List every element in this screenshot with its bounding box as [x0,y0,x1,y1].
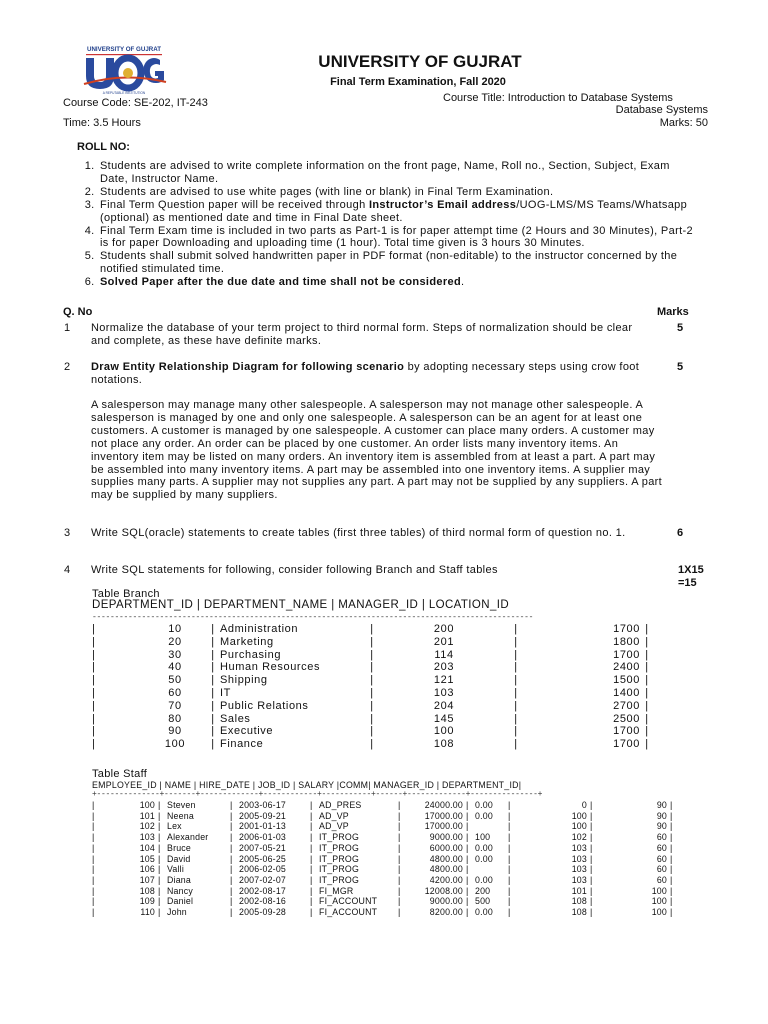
course-title: Course Title: Introduction to Database Systems [443,92,673,104]
staff-cell: AD_PRES [319,800,362,810]
question-4-marks-total: =15 [678,577,697,589]
branch-cell: 1700 [613,648,640,661]
staff-cell: FI_ACCOUNT [319,896,378,907]
question-number: 3 [64,527,71,539]
staff-cell: Nancy [167,885,193,896]
staff-cell: 108 [571,907,587,918]
staff-cell: 2002-08-17 [239,885,286,896]
staff-cell: 2005-09-21 [239,810,286,821]
branch-row: | 80 | Sales | 145 | 2500 | [92,712,649,725]
question-1-marks: 5 [677,322,684,334]
branch-cell: Sales [220,712,251,725]
staff-cell: 2005-09-28 [239,907,286,918]
branch-cell: 1700 [613,623,640,635]
staff-cell: 107 [139,874,155,885]
staff-row: | 110 | John | 2005-09-28 | FI_ACCOUNT | 8200.00 | 0.00 | 108 | 100 | [92,907,673,918]
course-code: Course Code: SE-202, IT-243 [63,97,208,109]
staff-cell: 100 [139,800,155,810]
staff-cell: David [167,853,191,864]
branch-table-header: DEPARTMENT_ID | DEPARTMENT_NAME | MANAGER_ID | LOCATION_ID [92,599,510,611]
staff-row: | 107 | Diana | 2007-02-07 | IT_PROG | 4200.00 | 0.00 | 103 | 60 | [92,874,673,885]
staff-cell: 4800.00 [429,864,463,875]
staff-cell: 90 [656,810,667,821]
branch-row: | 100 | Finance | 108 | 1700 | [92,738,649,751]
instruction-item: 4. Final Term Exam time is included in two parts as Part-1 is for paper attempt time (2 Hours and 30 Minutes), Part-2 is for paper Downloading and uploading time (1 hour). Total time given is 3 hours 30 Minutes. [98,225,698,251]
question-3-marks: 6 [677,527,684,539]
exam-time: Time: 3.5 Hours [63,117,141,129]
staff-cell: FI_ACCOUNT [319,907,378,918]
staff-cell: 2003-06-17 [239,800,286,810]
staff-cell: Lex [167,821,182,832]
branch-row: | 20 | Marketing | 201 | 1800 | [92,635,649,648]
branch-cell: 60 [168,686,182,699]
question-number: 1 [64,322,71,334]
branch-row: | 10 | Administration | 200 | 1700 | [92,623,649,635]
branch-row: | 90 | Executive | 100 | 1700 | [92,725,649,738]
staff-cell: 101 [571,885,587,896]
question-4-marks: 1X15 [678,564,704,576]
staff-cell: 500 [475,896,491,907]
staff-cell: 12008.00 [424,885,463,896]
branch-cell: 1700 [613,725,640,738]
staff-cell: 102 [571,832,587,843]
divider: +--------------+-------+-------------+------------+-----------+------+-------------+---------------+ [92,790,543,799]
staff-cell: 108 [139,885,155,896]
question-3-text: Write SQL(oracle) statements to create tables (first three tables) of third normal form of question no. 1. [91,527,626,539]
staff-cell: Alexander [167,832,209,843]
marks-header: Marks [657,306,689,318]
staff-cell: IT_PROG [319,832,360,843]
staff-cell: 9000.00 [429,832,463,843]
branch-cell: Shipping [220,674,268,687]
branch-cell: 1800 [613,635,640,648]
staff-cell: 60 [656,853,667,864]
staff-cell: 6000.00 [429,842,463,853]
staff-cell: 100 [571,821,587,832]
staff-cell: 102 [139,821,155,832]
staff-cell: 4200.00 [429,874,463,885]
roll-no-label: ROLL NO: [77,141,130,153]
branch-cell: 10 [168,623,182,635]
staff-cell: Steven [167,800,196,810]
staff-cell: Bruce [167,842,191,853]
staff-row: | 104 | Bruce | 2007-05-21 | IT_PROG | 6000.00 | 0.00 | 103 | 60 | [92,842,673,853]
branch-row: | 30 | Purchasing | 114 | 1700 | [92,648,649,661]
staff-cell: 9000.00 [429,896,463,907]
staff-cell: IT_PROG [319,864,360,875]
staff-cell: 103 [571,864,587,875]
branch-cell: 200 [433,623,455,635]
branch-row: | 50 | Shipping | 121 | 1500 | [92,674,649,687]
question-1-text: Normalize the database of your term project to third normal form. Steps of normalization should be clear and complete, as these have definite marks. [91,322,633,347]
svg-text:A REPUTABLE INSTITUTION: A REPUTABLE INSTITUTION [102,91,146,95]
staff-cell: 100 [651,885,667,896]
branch-cell: 1400 [613,686,640,699]
staff-cell: 0.00 [475,874,493,885]
staff-cell: 90 [656,821,667,832]
course-subtitle: Database Systems [615,104,708,116]
instruction-item: 1. Students are advised to write complete information on the front page, Name, Roll no., Section, Subject, Exam Date, Instructor Name. [98,160,698,186]
branch-cell: Executive [220,725,274,738]
staff-cell: 2005-06-25 [239,853,286,864]
staff-cell: 60 [656,832,667,843]
staff-cell: 0.00 [475,800,493,810]
staff-row: | 100 | Steven | 2003-06-17 | AD_PRES | 24000.00 | 0.00 | 0 | 90 | [92,800,673,810]
staff-cell: 104 [139,842,155,853]
branch-table [92,623,654,751]
staff-cell: 2007-05-21 [239,842,286,853]
branch-row: | 70 | Public Relations | 204 | 2700 | [92,699,649,712]
staff-cell: 101 [139,810,155,821]
total-marks: Marks: 50 [659,117,708,129]
staff-row: | 109 | Daniel | 2002-08-16 | FI_ACCOUNT | 9000.00 | 500 | 108 | 100 | [92,896,673,907]
instruction-item: 2. Students are advised to use white pages (with line or blank) in Final Term Examination. [98,186,698,199]
staff-cell: Valli [167,864,184,875]
staff-cell: FI_MGR [319,885,354,896]
branch-cell: 103 [433,686,455,699]
branch-cell: Marketing [220,635,274,648]
staff-table-title: Table Staff [92,768,148,780]
staff-row: | 103 | Alexander | 2006-01-03 | IT_PROG | 9000.00 | 100 | 102 | 60 | [92,832,673,843]
staff-cell: 60 [656,874,667,885]
branch-cell: 70 [168,699,182,712]
branch-cell: 204 [433,699,455,712]
staff-cell: 109 [139,896,155,907]
branch-cell: 2700 [613,699,640,712]
staff-cell: 103 [571,842,587,853]
staff-cell: 100 [651,896,667,907]
question-2-marks: 5 [677,361,684,373]
branch-table-title: Table Branch [92,588,160,600]
branch-cell: 30 [168,648,182,661]
staff-cell: 2007-02-07 [239,874,286,885]
branch-cell: Public Relations [220,699,309,712]
branch-cell: Human Resources [220,661,321,674]
branch-cell: 90 [168,725,182,738]
staff-cell: 2006-02-05 [239,864,286,875]
staff-cell: 106 [139,864,155,875]
staff-cell: 100 [475,832,491,843]
staff-row: | 105 | David | 2005-06-25 | IT_PROG | 4800.00 | 0.00 | 103 | 60 | [92,853,673,864]
staff-cell [472,821,508,832]
logo-caption: UNIVERSITY OF GUJRAT [86,46,162,53]
staff-cell: 2006-01-03 [239,832,286,843]
staff-cell: 24000.00 [424,800,463,810]
instruction-item: 6. Solved Paper after the due date and time shall not be considered. [98,276,698,289]
branch-cell: 20 [168,635,182,648]
staff-cell: IT_PROG [319,842,360,853]
staff-row: | 102 | Lex | 2001-01-13 | AD_VP | 17000.00 | | 100 | 90 | [92,821,673,832]
staff-cell: 0.00 [475,810,493,821]
qno-header: Q. No [63,306,93,318]
branch-cell: 100 [164,738,186,751]
staff-cell: 103 [139,832,155,843]
staff-cell: 103 [571,874,587,885]
staff-cell: IT_PROG [319,874,360,885]
question-2-text: Draw Entity Relationship Diagram for following scenario by adopting necessary steps using crow foot notations. [91,361,640,386]
staff-cell: 0.00 [475,853,493,864]
staff-cell: Neena [167,810,194,821]
staff-cell: AD_VP [319,810,349,821]
staff-cell: 4800.00 [429,853,463,864]
question-number: 4 [64,564,71,576]
staff-cell: 100 [651,907,667,918]
branch-cell: 121 [433,674,455,687]
staff-cell: Diana [167,874,191,885]
staff-cell: 0 [581,800,587,810]
branch-cell: 40 [168,661,182,674]
branch-cell: 100 [433,725,455,738]
staff-cell: 105 [139,853,155,864]
university-name: UNIVERSITY OF GUJRAT [318,52,522,71]
branch-cell: Purchasing [220,648,282,661]
staff-cell: 2001-01-13 [239,821,286,832]
staff-table [92,800,676,918]
branch-row: | 60 | IT | 103 | 1400 | [92,686,649,699]
staff-cell: 17000.00 [424,821,463,832]
exam-title: Final Term Examination, Fall 2020 [330,76,506,88]
staff-cell: 0.00 [475,842,493,853]
staff-cell [472,864,508,875]
branch-cell: 2400 [613,661,640,674]
staff-row: | 106 | Valli | 2006-02-05 | IT_PROG | 4800.00 | | 103 | 60 | [92,864,673,875]
staff-cell: 17000.00 [424,810,463,821]
staff-cell: 90 [656,800,667,810]
branch-cell: 145 [433,712,455,725]
question-number: 2 [64,361,71,373]
branch-row: | 40 | Human Resources | 203 | 2400 | [92,661,649,674]
staff-cell: 110 [140,907,155,918]
branch-cell: Finance [220,738,264,751]
staff-cell: IT_PROG [319,853,360,864]
branch-cell: 114 [434,648,454,661]
branch-cell: 1500 [613,674,640,687]
branch-cell: IT [220,686,231,699]
branch-cell: 203 [433,661,455,674]
staff-row: | 101 | Neena | 2005-09-21 | AD_VP | 17000.00 | 0.00 | 100 | 90 | [92,810,673,821]
staff-cell: Daniel [167,896,194,907]
staff-cell: AD_VP [319,821,349,832]
staff-cell: 100 [571,810,587,821]
branch-cell: 2500 [613,712,640,725]
branch-cell: 108 [433,738,455,751]
instructions-list [80,160,698,289]
question-4-text: Write SQL statements for following, consider following Branch and Staff tables [91,564,498,576]
divider: -------------------------------------------------------------------------------------------------- [92,613,534,622]
staff-cell: 103 [571,853,587,864]
staff-cell: 108 [571,896,587,907]
staff-cell: 0.00 [475,907,493,918]
instruction-item: 5. Students shall submit solved handwritten paper in PDF format (non-editable) to the instructor concerned by the notified stimulated time. [98,250,698,276]
branch-cell: 80 [168,712,182,725]
question-2-scenario: A salesperson may manage many other salespeople. A salesperson may not manage other salespeople. A salesperson is managed by one and only one salespeople. A salesperson can be an agent for at least one customers. A customer is managed by one salespeople. A customer can place many orders. A customer may not place any order. An order can be placed by one customer. An order lists many inventory items. An inventory item may be listed on many orders. An inventory item is assembled from at least a part. A part may be assembled into many inventory items. A part may be assembled into one inventory items. A supplier may supplies many parts. A supplier may not supplies any part. A part may not be supplied by any suppliers. A part may be supplied by many suppliers. [91,399,663,502]
staff-row: | 108 | Nancy | 2002-08-17 | FI_MGR | 12008.00 | 200 | 101 | 100 | [92,885,673,896]
staff-cell: John [167,907,187,918]
staff-cell: 2002-08-16 [239,896,286,907]
instruction-item: 3. Final Term Question paper will be received through Instructor’s Email address/UOG-LMS/MS Teams/Whatsapp (optional) as mentioned date and time in Final Date sheet. [98,199,698,225]
staff-cell: 8200.00 [429,907,463,918]
branch-cell: 201 [433,635,455,648]
staff-cell: 60 [656,864,667,875]
branch-cell: 50 [168,674,182,687]
staff-cell: 200 [475,885,491,896]
staff-table-header: EMPLOYEE_ID | NAME | HIRE_DATE | JOB_ID | SALARY |COMM| MANAGER_ID | DEPARTMENT_ID| [92,780,522,790]
staff-cell: 60 [656,842,667,853]
branch-cell: Administration [220,623,299,635]
branch-cell: 1700 [613,738,640,751]
